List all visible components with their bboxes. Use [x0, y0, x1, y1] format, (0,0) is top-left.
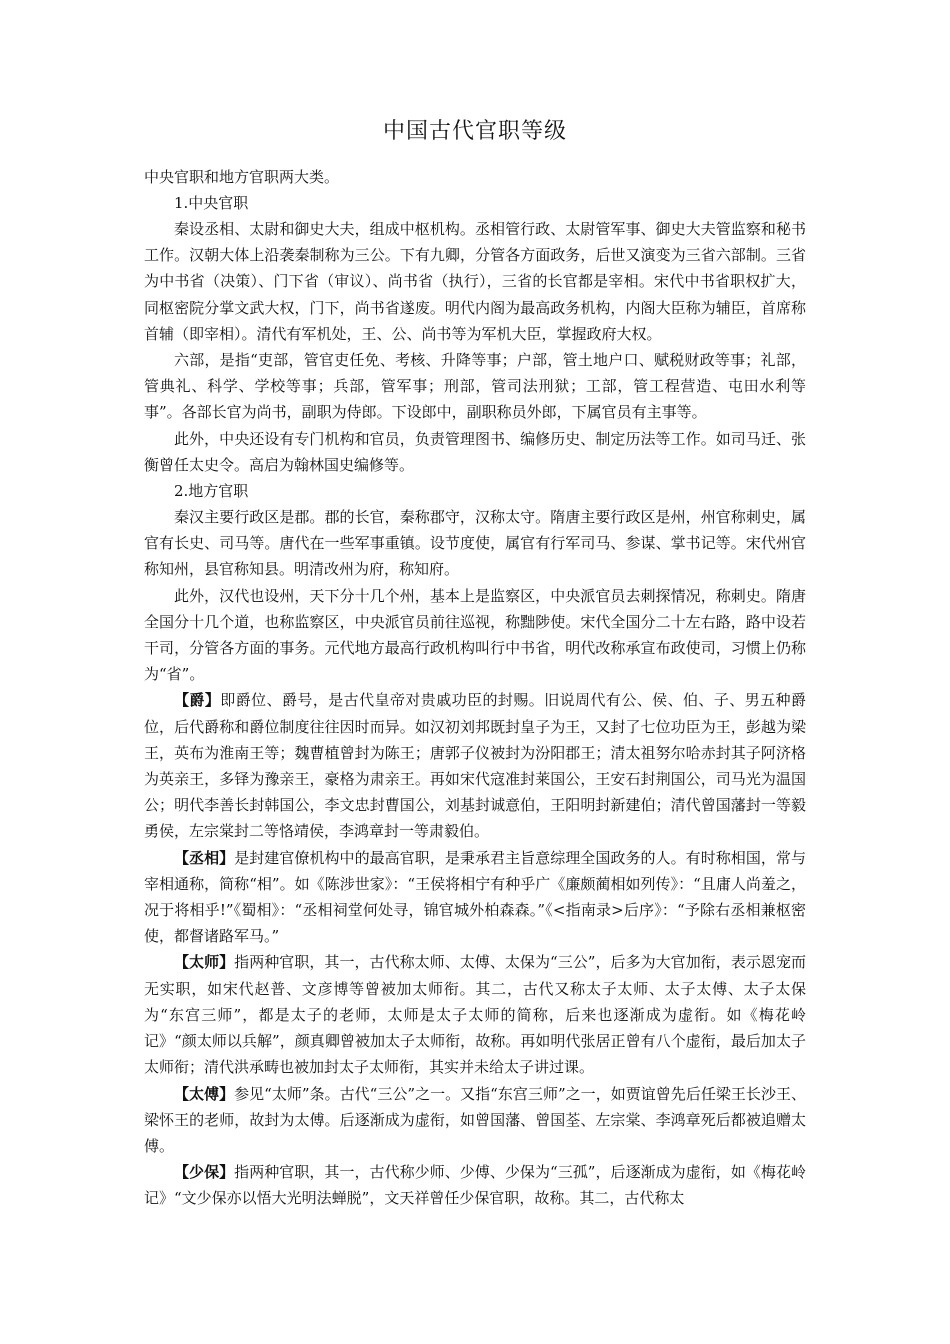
entry-taifu	[144, 1081, 806, 1160]
entry-term: 【丞相】	[174, 848, 235, 867]
entry-text: 参见“太师”条。古代“三公”之一。又指“东宫三师”之一，如贾谊曾先后任梁王长沙王、梁怀王的老师，故封为太傅。后逐渐成为虚衔，如曾国藩、曾国荃、左宗棠、李鸿章死后都被追赠太傅。	[144, 1084, 806, 1155]
entry-term: 【少保】	[174, 1163, 235, 1182]
entry-taishi	[144, 949, 806, 1080]
paragraph-three-dukes: 秦设丞相、太尉和御史大夫，组成中枢机构。丞相管行政、太尉管军事、御史大夫管监察和秘书工作。汉朝大体上沿袭秦制称为三公。下有九卿，分管各方面政务，后世又演变为三省六部制。三省为中书省（决策）、门下省（审议）、尚书省（执行），三省的长官都是宰相。宋代中书省职权扩大，同枢密院分掌文武大权，门下，尚书省遂废。明代内阁为最高政务机构，内阁大臣称为辅臣，首席称首辅（即宰相）。清代有军机处，王、公、尚书等为军机大臣，掌握政府大权。	[144, 220, 806, 343]
entry-term: 【爵】	[174, 691, 221, 710]
paragraph-special-offices: 此外，中央还设有专门机构和官员，负责管理图书、编修历史、制定历法等工作。如司马迁、张衡曾任太史令。高启为翰林国史编修等。	[144, 429, 806, 474]
section-heading-local: 2.地方官职	[174, 482, 249, 501]
paragraph-six-ministries: 六部，是指“吏部，管官吏任免、考核、升降等事；户部，管土地户口、赋税财政等事；礼部，管典礼、科学、学校等事；兵部，管军事；刑部，管司法刑狱；工部，管工程营造、屯田水利等事”。各部长官为尚书，副职为侍郎。下设郎中，副职称员外郎，下属官员有主事等。	[144, 351, 806, 422]
document-title: 中国古代官职等级	[382, 119, 567, 144]
entry-text: 是封建官僚机构中的最高官职，是秉承君主旨意综理全国政务的人。有时称相国，常与宰相通称，简称“相”。如《陈涉世家》：“王侯将相宁有种乎广《廉颇蔺相如列传》：“且庸人尚羞之，况于将相乎!”《蜀相》：“丞相祠堂何处寻，锦官城外柏森森。”《<指南录>后序》：“予除右丞相兼枢密使，都督诸路军马。”	[144, 848, 806, 946]
paragraph-provinces: 此外，汉代也设州，天下分十几个州，基本上是监察区，中央派官员去刺探情况，称刺史。隋唐全国分十几个道，也称监察区，中央派官员前往巡视，称黜陟使。宋代全国分二十左右路，路中设若干司，分管各方面的事务。元代地方最高行政机构叫行中书省，明代改称承宣布政使司，习惯上仍称为“省”。	[144, 586, 806, 684]
paragraph-commanderies: 秦汉主要行政区是郡。郡的长官，秦称郡守，汉称太守。隋唐主要行政区是州，州官称刺史，属官有长史、司马等。唐代在一些军事重镇。设节度使，属官有行军司马、参谋、掌书记等。宋代州官称知州，县官称知县。明清改州为府，称知府。	[144, 508, 806, 579]
entry-text: 指两种官职，其一，古代称太师、太傅、太保为“三公”，后多为大官加衔，表示恩宠而无实职，如宋代赵普、文彦博等曾被加太师衔。其二，古代又称太子太师、太子太傅、太子太保为“东宫三师”，都是太子的老师，太师是太子太师的简称，后来也逐渐成为虚衔。如《梅花岭记》“颜太师以兵解”，颜真卿曾被加太子太师衔，故称。再如明代张居正曾有八个虚衔，最后加太子太师衔；清代洪承畴也被加封太子太师衔，其实并未给太子讲过课。	[144, 953, 806, 1077]
entry-text: 指两种官职，其一，古代称少师、少傅、少保为“三孤”，后逐渐成为虚衔，如《梅花岭记》“文少保亦以悟大光明法蝉脱”，文天祥曾任少保官职，故称。其二，古代称太	[144, 1163, 806, 1208]
entry-chengxiang	[144, 845, 806, 950]
entry-term: 【太傅】	[174, 1084, 235, 1103]
document-page	[144, 112, 806, 1212]
entry-term: 【太师】	[174, 953, 235, 972]
entry-jue	[144, 687, 806, 844]
entry-shaobao	[144, 1159, 806, 1211]
intro-line: 中央官职和地方官职两大类。	[144, 168, 340, 186]
entry-text: 即爵位、爵号，是古代皇帝对贵戚功臣的封赐。旧说周代有公、侯、伯、子、男五种爵位，后代爵称和爵位制度往往因时而异。如汉初刘邦既封皇子为王，又封了七位功臣为王，彭越为梁王，英布为淮南王等；魏曹植曾封为陈王；唐郭子仪被封为汾阳郡王；清太祖努尔哈赤封其子阿济格为英亲王，多铎为豫亲王，豪格为肃亲王。再如宋代寇准封莱国公，王安石封荆国公，司马光为温国公；明代李善长封韩国公，李文忠封曹国公，刘基封诚意伯，王阳明封新建伯；清代曾国藩封一等毅勇侯，左宗棠封二等恪靖侯，李鸿章封一等肃毅伯。	[144, 691, 806, 841]
section-heading-central: 1.中央官职	[174, 194, 249, 212]
